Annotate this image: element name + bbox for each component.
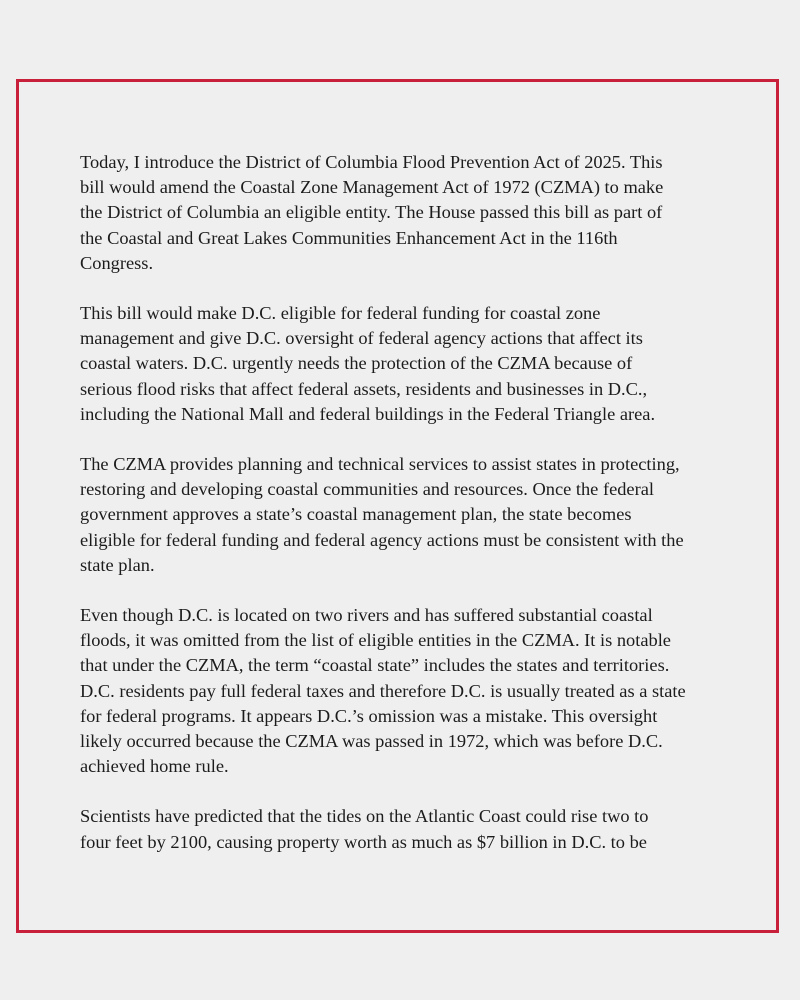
text-line: coastal waters. D.C. urgently needs the protection of the CZMA because of: [80, 353, 633, 374]
text-line: state plan.: [80, 554, 155, 575]
text-line: the Coastal and Great Lakes Communities Enhancement Act in the 116th: [80, 227, 618, 248]
paragraph-sea-level-rise: [80, 804, 740, 854]
text-line: D.C. residents pay full federal taxes and therefore D.C. is usually treated as a state: [80, 680, 686, 701]
text-line: the District of Columbia an eligible entity. The House passed this bill as part of: [80, 202, 663, 223]
text-line: likely occurred because the CZMA was passed in 1972, which was before D.C.: [80, 731, 663, 752]
text-line: that under the CZMA, the term “coastal state” includes the states and territories.: [80, 655, 670, 676]
text-line: Today, I introduce the District of Columbia Flood Prevention Act of 2025. This: [80, 152, 663, 172]
paragraph-dc-omission: [80, 603, 740, 779]
paragraph-czma-services: [80, 452, 740, 578]
text-line: Congress.: [80, 252, 154, 273]
paragraph-introduction: [80, 150, 740, 276]
text-line: achieved home rule.: [80, 756, 229, 777]
text-line: four feet by 2100, causing property worth as much as $7 billion in D.C. to be: [80, 831, 647, 852]
statement-body: [80, 150, 740, 880]
text-line: management and give D.C. oversight of federal agency actions that affect its: [80, 328, 643, 349]
text-line: serious flood risks that affect federal assets, residents and businesses in D.C.,: [80, 378, 648, 399]
paragraph-bill-purpose: [80, 301, 740, 427]
text-line: This bill would make D.C. eligible for federal funding for coastal zone: [80, 303, 601, 324]
text-line: for federal programs. It appears D.C.’s omission was a mistake. This oversight: [80, 705, 658, 726]
text-line: bill would amend the Coastal Zone Management Act of 1972 (CZMA) to make: [80, 177, 664, 198]
text-line: Scientists have predicted that the tides on the Atlantic Coast could rise two to: [80, 806, 649, 827]
text-line: floods, it was omitted from the list of eligible entities in the CZMA. It is notable: [80, 630, 671, 651]
text-line: government approves a state’s coastal management plan, the state becomes: [80, 504, 632, 525]
text-line: including the National Mall and federal buildings in the Federal Triangle area.: [80, 403, 656, 424]
text-line: The CZMA provides planning and technical services to assist states in protecting,: [80, 454, 680, 475]
text-line: restoring and developing coastal communities and resources. Once the federal: [80, 479, 654, 500]
text-line: Even though D.C. is located on two rivers and has suffered substantial coastal: [80, 605, 653, 626]
text-line: eligible for federal funding and federal agency actions must be consistent with the: [80, 529, 684, 550]
